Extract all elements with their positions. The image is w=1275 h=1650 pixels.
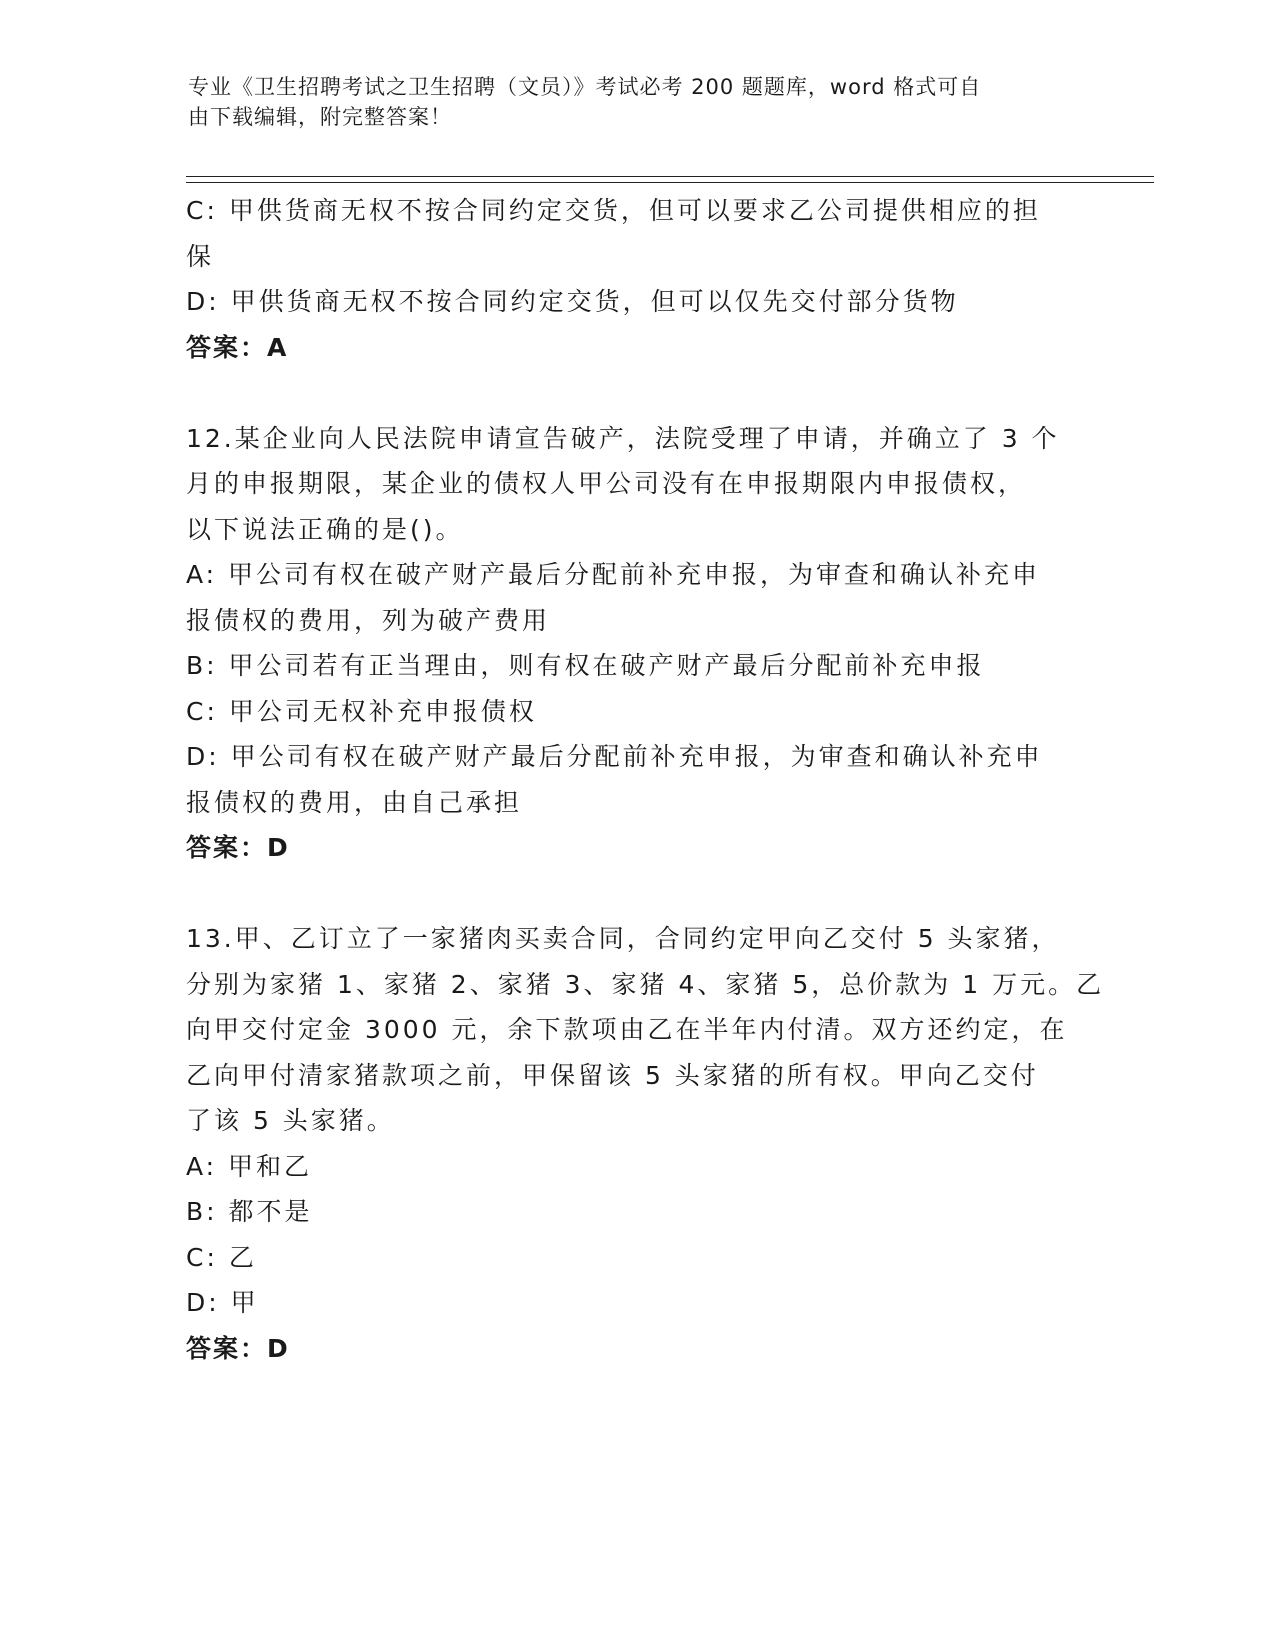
q13-stem-line-5: 了该 5 头家猪。: [186, 1106, 395, 1135]
q13-stem-line-2: 分别为家猪 1、家猪 2、家猪 3、家猪 4、家猪 5，总价款为 1 万元。乙: [186, 969, 1105, 999]
q12-option-a-line-2: 报债权的费用，列为破产费用: [186, 605, 551, 635]
q13-stem-line-4: 乙向甲付清家猪款项之前，甲保留该 5 头家猪的所有权。甲向乙交付: [186, 1060, 1039, 1090]
q13-answer: 答案：D: [186, 1333, 290, 1363]
document-body: [186, 188, 1105, 1371]
q13-stem-line-1: 13.甲、乙订立了一家猪肉买卖合同，合同约定甲向乙交付 5 头家猪，: [186, 924, 1060, 953]
question-11-continued: [186, 188, 1086, 370]
q13-option-d: D: 甲: [186, 1288, 259, 1317]
q11-option-c-line-2: 保: [186, 241, 215, 271]
document-header: [188, 72, 1068, 132]
q12-stem-line-2: 月的申报期限，某企业的债权人甲公司没有在申报期限内申报债权，: [186, 469, 1027, 498]
question-spacer: [186, 370, 1086, 416]
question-spacer: [186, 871, 1086, 917]
question-12: [186, 416, 1086, 871]
header-double-rule: [186, 176, 1154, 183]
q13-option-c: C: 乙: [186, 1242, 257, 1272]
header-title-line-2: 由下载编辑，附完整答案！: [188, 105, 452, 129]
q12-option-d-line-1: D: 甲公司有权在破产财产最后分配前补充申报，为审查和确认补充申: [186, 742, 1043, 771]
q13-option-a: A: 甲和乙: [186, 1151, 313, 1181]
question-13: [186, 916, 1105, 1371]
q11-option-c-line-1: C: 甲供货商无权不按合同约定交货，但可以要求乙公司提供相应的担: [186, 196, 1041, 225]
q11-option-d: D: 甲供货商无权不按合同约定交货，但可以仅先交付部分货物: [186, 287, 959, 316]
q13-option-b: B: 都不是: [186, 1197, 313, 1226]
q12-stem-line-1: 12.某企业向人民法院申请宣告破产，法院受理了申请，并确立了 3 个: [186, 423, 1060, 453]
q11-answer: 答案：A: [186, 332, 289, 362]
q12-option-b: B: 甲公司若有正当理由，则有权在破产财产最后分配前补充申报: [186, 651, 985, 680]
q12-option-a-line-1: A: 甲公司有权在破产财产最后分配前补充申报，为审查和确认补充申: [186, 560, 1041, 589]
q12-option-d-line-2: 报债权的费用，由自己承担: [186, 787, 523, 817]
q12-option-c: C: 甲公司无权补充申报债权: [186, 696, 537, 726]
q13-stem-line-3: 向甲交付定金 3000 元，余下款项由乙在半年内付清。双方还约定，在: [186, 1015, 1068, 1044]
q12-answer: 答案：D: [186, 833, 290, 862]
header-title-line-1: 专业《卫生招聘考试之卫生招聘（文员）》考试必考 200 题题库，word 格式可自: [188, 75, 982, 99]
q12-stem-line-3: 以下说法正确的是()。: [186, 514, 464, 544]
